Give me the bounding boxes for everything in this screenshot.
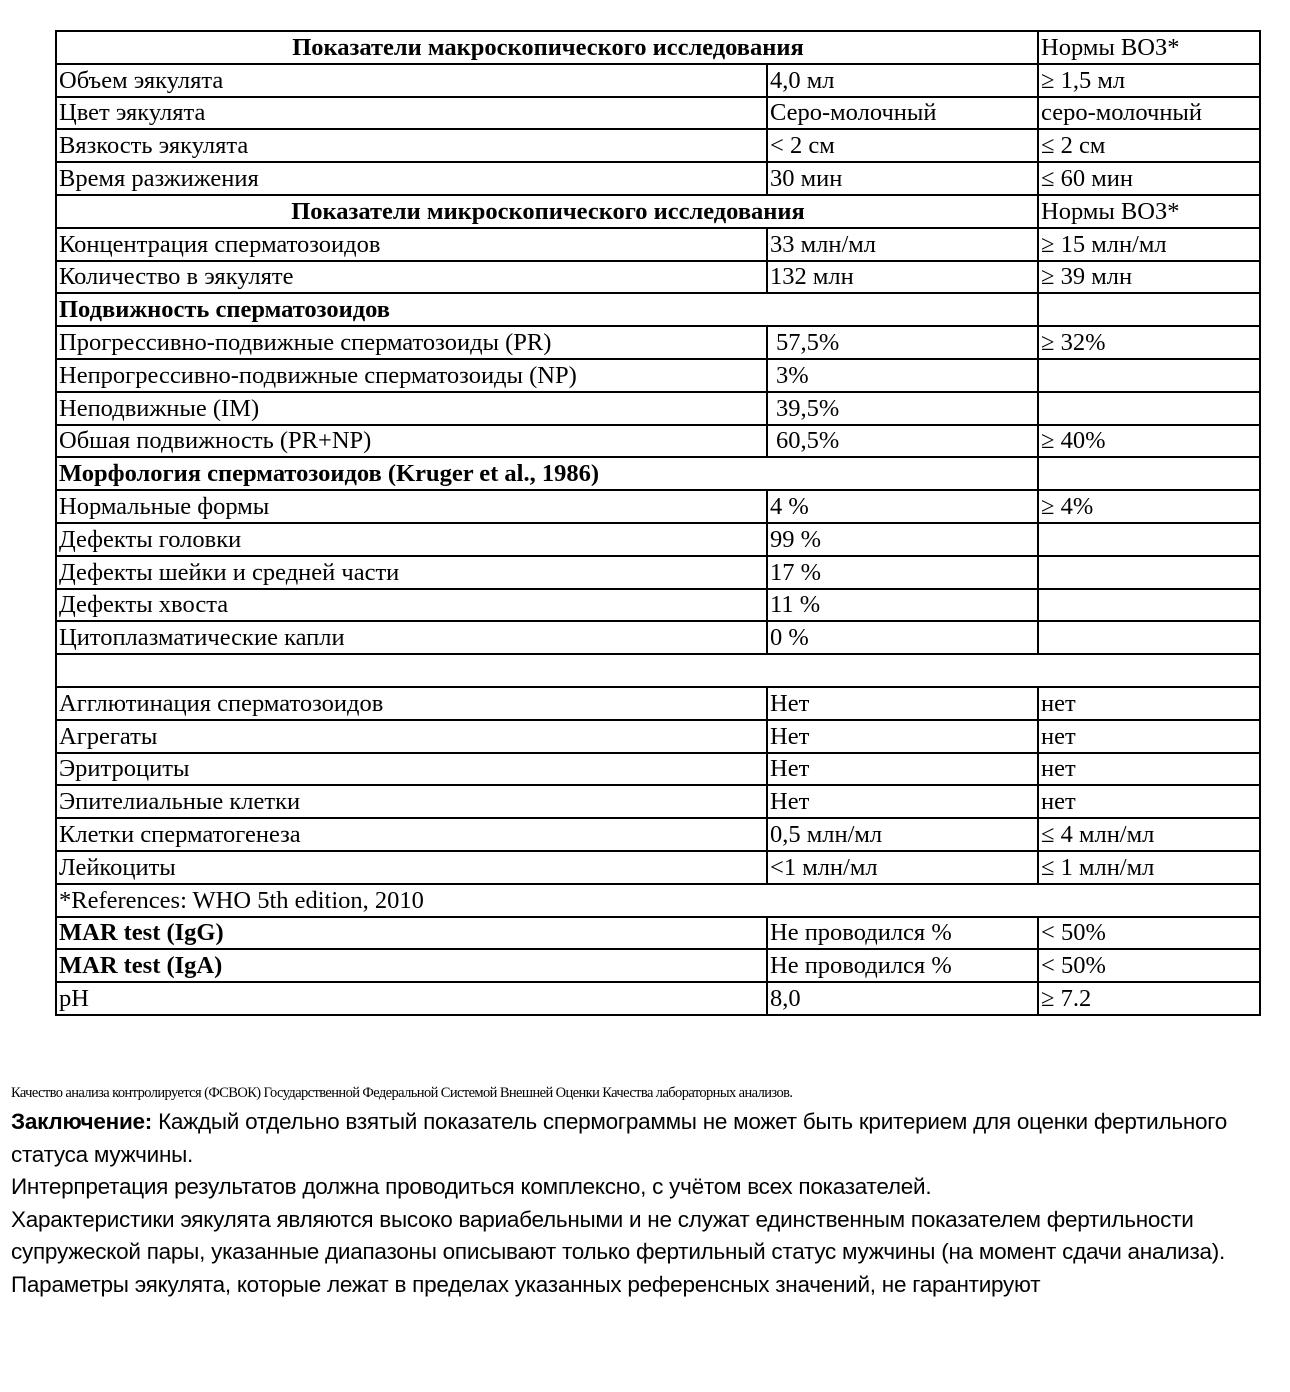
note-row: *References: WHO 5th edition, 2010 xyxy=(56,884,1260,917)
table-row xyxy=(56,129,1260,162)
norm-value xyxy=(1038,523,1260,556)
table-row xyxy=(56,326,1260,359)
norm-value: < 50% xyxy=(1038,917,1260,950)
result-value: 4 % xyxy=(767,490,1038,523)
parameter-name: Дефекты хвоста xyxy=(56,589,767,622)
norm-value: ≥ 7.2 xyxy=(1038,982,1260,1015)
parameter-name: Прогрессивно-подвижные сперматозоиды (PR) xyxy=(56,326,767,359)
result-value: 0 % xyxy=(767,621,1038,654)
norm-value: ≥ 15 млн/мл xyxy=(1038,228,1260,261)
table-row xyxy=(56,917,1260,950)
parameter-name: Дефекты шейки и средней части xyxy=(56,556,767,589)
norm-value xyxy=(1038,556,1260,589)
norm-value: ≤ 1 млн/мл xyxy=(1038,851,1260,884)
norm-value: нет xyxy=(1038,687,1260,720)
norm-value: ≤ 2 см xyxy=(1038,129,1260,162)
table-row xyxy=(56,785,1260,818)
norm-value: ≥ 40% xyxy=(1038,425,1260,458)
parameter-name: Нормальные формы xyxy=(56,490,767,523)
table-row xyxy=(56,195,1260,228)
table-row xyxy=(56,687,1260,720)
table-row xyxy=(56,556,1260,589)
table-row xyxy=(56,654,1260,687)
norm-value: ≥ 32% xyxy=(1038,326,1260,359)
table-row xyxy=(56,490,1260,523)
parameter-name: Цвет эякулята xyxy=(56,97,767,130)
subsection-header: Морфология сперматозоидов (Kruger et al., 1986) xyxy=(56,457,1038,490)
section-header: Показатели макроскопического исследования xyxy=(56,31,1038,64)
parameter-name: Непрогрессивно-подвижные сперматозоиды (NP) xyxy=(56,359,767,392)
conclusion-label: Заключение: xyxy=(11,1109,153,1134)
table-row xyxy=(56,228,1260,261)
result-value: 8,0 xyxy=(767,982,1038,1015)
result-value: 39,5% xyxy=(767,392,1038,425)
table-row xyxy=(56,261,1260,294)
result-value: Нет xyxy=(767,785,1038,818)
table-row xyxy=(56,621,1260,654)
parameter-name: Эритроциты xyxy=(56,753,767,786)
table-row xyxy=(56,523,1260,556)
result-value: <1 млн/мл xyxy=(767,851,1038,884)
table-row xyxy=(56,982,1260,1015)
norm-value: нет xyxy=(1038,753,1260,786)
parameter-name: Вязкость эякулята xyxy=(56,129,767,162)
norm-value: < 50% xyxy=(1038,949,1260,982)
result-value: Нет xyxy=(767,753,1038,786)
parameter-name: Неподвижные (IM) xyxy=(56,392,767,425)
table-row xyxy=(56,949,1260,982)
norm-value: ≥ 1,5 мл xyxy=(1038,64,1260,97)
result-value: Не проводился % xyxy=(767,949,1038,982)
table-row xyxy=(56,162,1260,195)
norm-cell xyxy=(1038,457,1260,490)
norm-value: нет xyxy=(1038,785,1260,818)
result-value: 3% xyxy=(767,359,1038,392)
parameter-name: Агглютинация сперматозоидов xyxy=(56,687,767,720)
semen-analysis-table xyxy=(55,30,1261,1016)
norm-cell xyxy=(1038,293,1260,326)
parameter-name: MAR test (IgG) xyxy=(56,917,767,950)
norm-value: ≤ 60 мин xyxy=(1038,162,1260,195)
quality-note: Качество анализа контролируется (ФСВОК) Государственной Федеральной Системой Внешней Оценки Качества лабораторных анализов. xyxy=(11,1085,793,1101)
parameter-name: Концентрация сперматозоидов xyxy=(56,228,767,261)
result-value: 99 % xyxy=(767,523,1038,556)
norm-value: ≥ 4% xyxy=(1038,490,1260,523)
result-value: 60,5% xyxy=(767,425,1038,458)
parameter-name: Объем эякулята xyxy=(56,64,767,97)
parameter-name: Время разжижения xyxy=(56,162,767,195)
table-row xyxy=(56,753,1260,786)
norm-header: Нормы ВОЗ* xyxy=(1038,195,1260,228)
table-row xyxy=(56,359,1260,392)
conclusion xyxy=(11,1106,1286,1171)
norm-value xyxy=(1038,589,1260,622)
norm-value xyxy=(1038,621,1260,654)
norm-header: Нормы ВОЗ* xyxy=(1038,31,1260,64)
parameter-name: MAR test (IgA) xyxy=(56,949,767,982)
result-value: Нет xyxy=(767,720,1038,753)
result-value: 33 млн/мл xyxy=(767,228,1038,261)
result-value: 17 % xyxy=(767,556,1038,589)
paragraph-interpretation: Интерпретация результатов должна проводиться комплексно, с учётом всех показателей. xyxy=(11,1174,932,1199)
result-value: Не проводился % xyxy=(767,917,1038,950)
note-row xyxy=(56,654,1260,687)
table-row xyxy=(56,720,1260,753)
result-value: Серо-молочный xyxy=(767,97,1038,130)
subsection-header: Подвижность сперматозоидов xyxy=(56,293,1038,326)
result-value: 0,5 млн/мл xyxy=(767,818,1038,851)
result-value: < 2 см xyxy=(767,129,1038,162)
norm-value: серо-молочный xyxy=(1038,97,1260,130)
parameter-name: Цитоплазматические капли xyxy=(56,621,767,654)
table-row xyxy=(56,64,1260,97)
table-row xyxy=(56,851,1260,884)
result-value: 132 млн xyxy=(767,261,1038,294)
parameter-name: Клетки сперматогенеза xyxy=(56,818,767,851)
norm-value: ≤ 4 млн/мл xyxy=(1038,818,1260,851)
conclusion-text: Каждый отдельно взятый показатель спермограммы не может быть критерием для оценки фертильного статуса мужчины. xyxy=(11,1109,1228,1167)
table-row xyxy=(56,31,1260,64)
result-value: 11 % xyxy=(767,589,1038,622)
notes xyxy=(11,1080,1286,1301)
parameter-name: pH xyxy=(56,982,767,1015)
section-header: Показатели микроскопического исследования xyxy=(56,195,1038,228)
table-row xyxy=(56,97,1260,130)
parameter-name: Количество в эякуляте xyxy=(56,261,767,294)
result-value: 30 мин xyxy=(767,162,1038,195)
result-value: 4,0 мл xyxy=(767,64,1038,97)
result-value: 57,5% xyxy=(767,326,1038,359)
norm-value: ≥ 39 млн xyxy=(1038,261,1260,294)
table-row xyxy=(56,392,1260,425)
paragraph-parameters: Параметры эякулята, которые лежат в пределах указанных референсных значений, не гарантируют xyxy=(11,1271,1041,1297)
table-row xyxy=(56,884,1260,917)
parameter-name: Обшая подвижность (PR+NP) xyxy=(56,425,767,458)
paragraph-characteristics: Характеристики эякулята являются высоко вариабельными и не служат единственным показателем фертильности супружеской пары, указанные диапазоны описывают только фертильный статус мужчины (на момент сдачи анализа). xyxy=(11,1206,1226,1264)
result-value: Нет xyxy=(767,687,1038,720)
parameter-name: Эпителиальные клетки xyxy=(56,785,767,818)
norm-value xyxy=(1038,392,1260,425)
table-row xyxy=(56,589,1260,622)
norm-value: нет xyxy=(1038,720,1260,753)
table-row xyxy=(56,457,1260,490)
table-row xyxy=(56,818,1260,851)
table-row xyxy=(56,293,1260,326)
table-row xyxy=(56,425,1260,458)
norm-value xyxy=(1038,359,1260,392)
parameter-name: Агрегаты xyxy=(56,720,767,753)
parameter-name: Дефекты головки xyxy=(56,523,767,556)
parameter-name: Лейкоциты xyxy=(56,851,767,884)
